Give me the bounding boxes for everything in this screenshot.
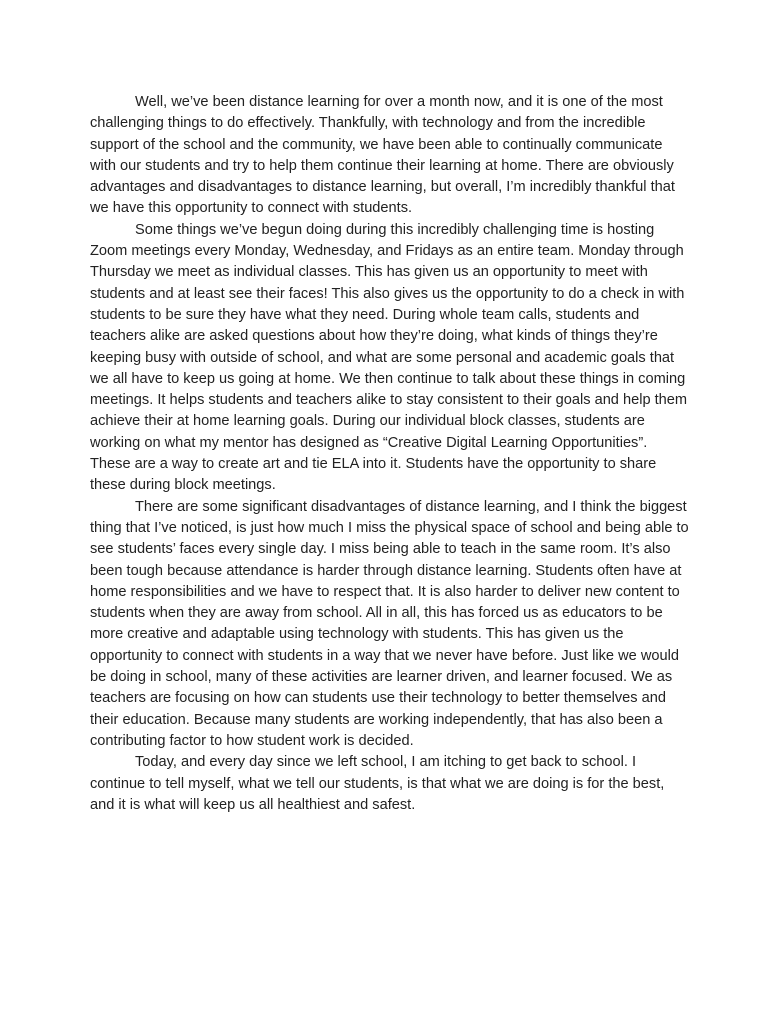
paragraph-1: Well, we’ve been distance learning for over a month now, and it is one of the most challenging things to do effectively. Thankfully, with technology and from the incredible support of the school and the community, we have been able to continually communicate with our students and try to help them continue their learning at home. There are obviously advantages and disadvantages to distance learning, but overall, I’m incredibly thankful that we have this opportunity to connect with students.: [90, 94, 675, 217]
paragraph-2: Some things we’ve begun doing during this incredibly challenging time is hosting Zoom meetings every Monday, Wednesday, and Fridays as an entire team. Monday through Thursday we meet as individual classes. This has given us an opportunity to meet with students and at least see their faces! This also gives us the opportunity to do a check in with students to be sure they have what they need. During whole team calls, students and teachers alike are asked questions about how they’re doing, what kinds of things they’re keeping busy with outside of school, and what are some personal and academic goals that we all have to keep us going at home. We then continue to talk about these things in coming meetings. It helps students and teachers alike to stay consistent to their goals and help them achieve their at home learning goals. During our individual block classes, students are working on what my mentor has designed as “Creative Digital Learning Opportunities”. These are a way to create art and tie ELA into it. Students have the opportunity to share these during block meetings.: [90, 221, 688, 494]
paragraph-4: Today, and every day since we left school, I am itching to get back to school. I continue to tell myself, what we tell our students, is that what we are doing is for the best, and it is what will keep us all healthiest and safest.: [90, 754, 665, 813]
document-body: [90, 92, 690, 816]
paragraph-3: There are some significant disadvantages of distance learning, and I think the biggest thing that I’ve noticed, is just how much I miss the physical space of school and being able to see students’ faces every single day. I miss being able to teach in the same room. It’s also been tough because attendance is harder through distance learning. Students often have at home responsibilities and we have to respect that. It is also harder to deliver new content to students when they are away from school. All in all, this has forced us as educators to be more creative and adaptable using technology with students. This has given us the opportunity to connect with students in a way that we never have before. Just like we would be doing in school, many of these activities are learner driven, and learner focused. We as teachers are focusing on how can students use their technology to better themselves and their education. Because many students are working independently, that has also been a contributing factor to how student work is decided.: [90, 498, 689, 749]
